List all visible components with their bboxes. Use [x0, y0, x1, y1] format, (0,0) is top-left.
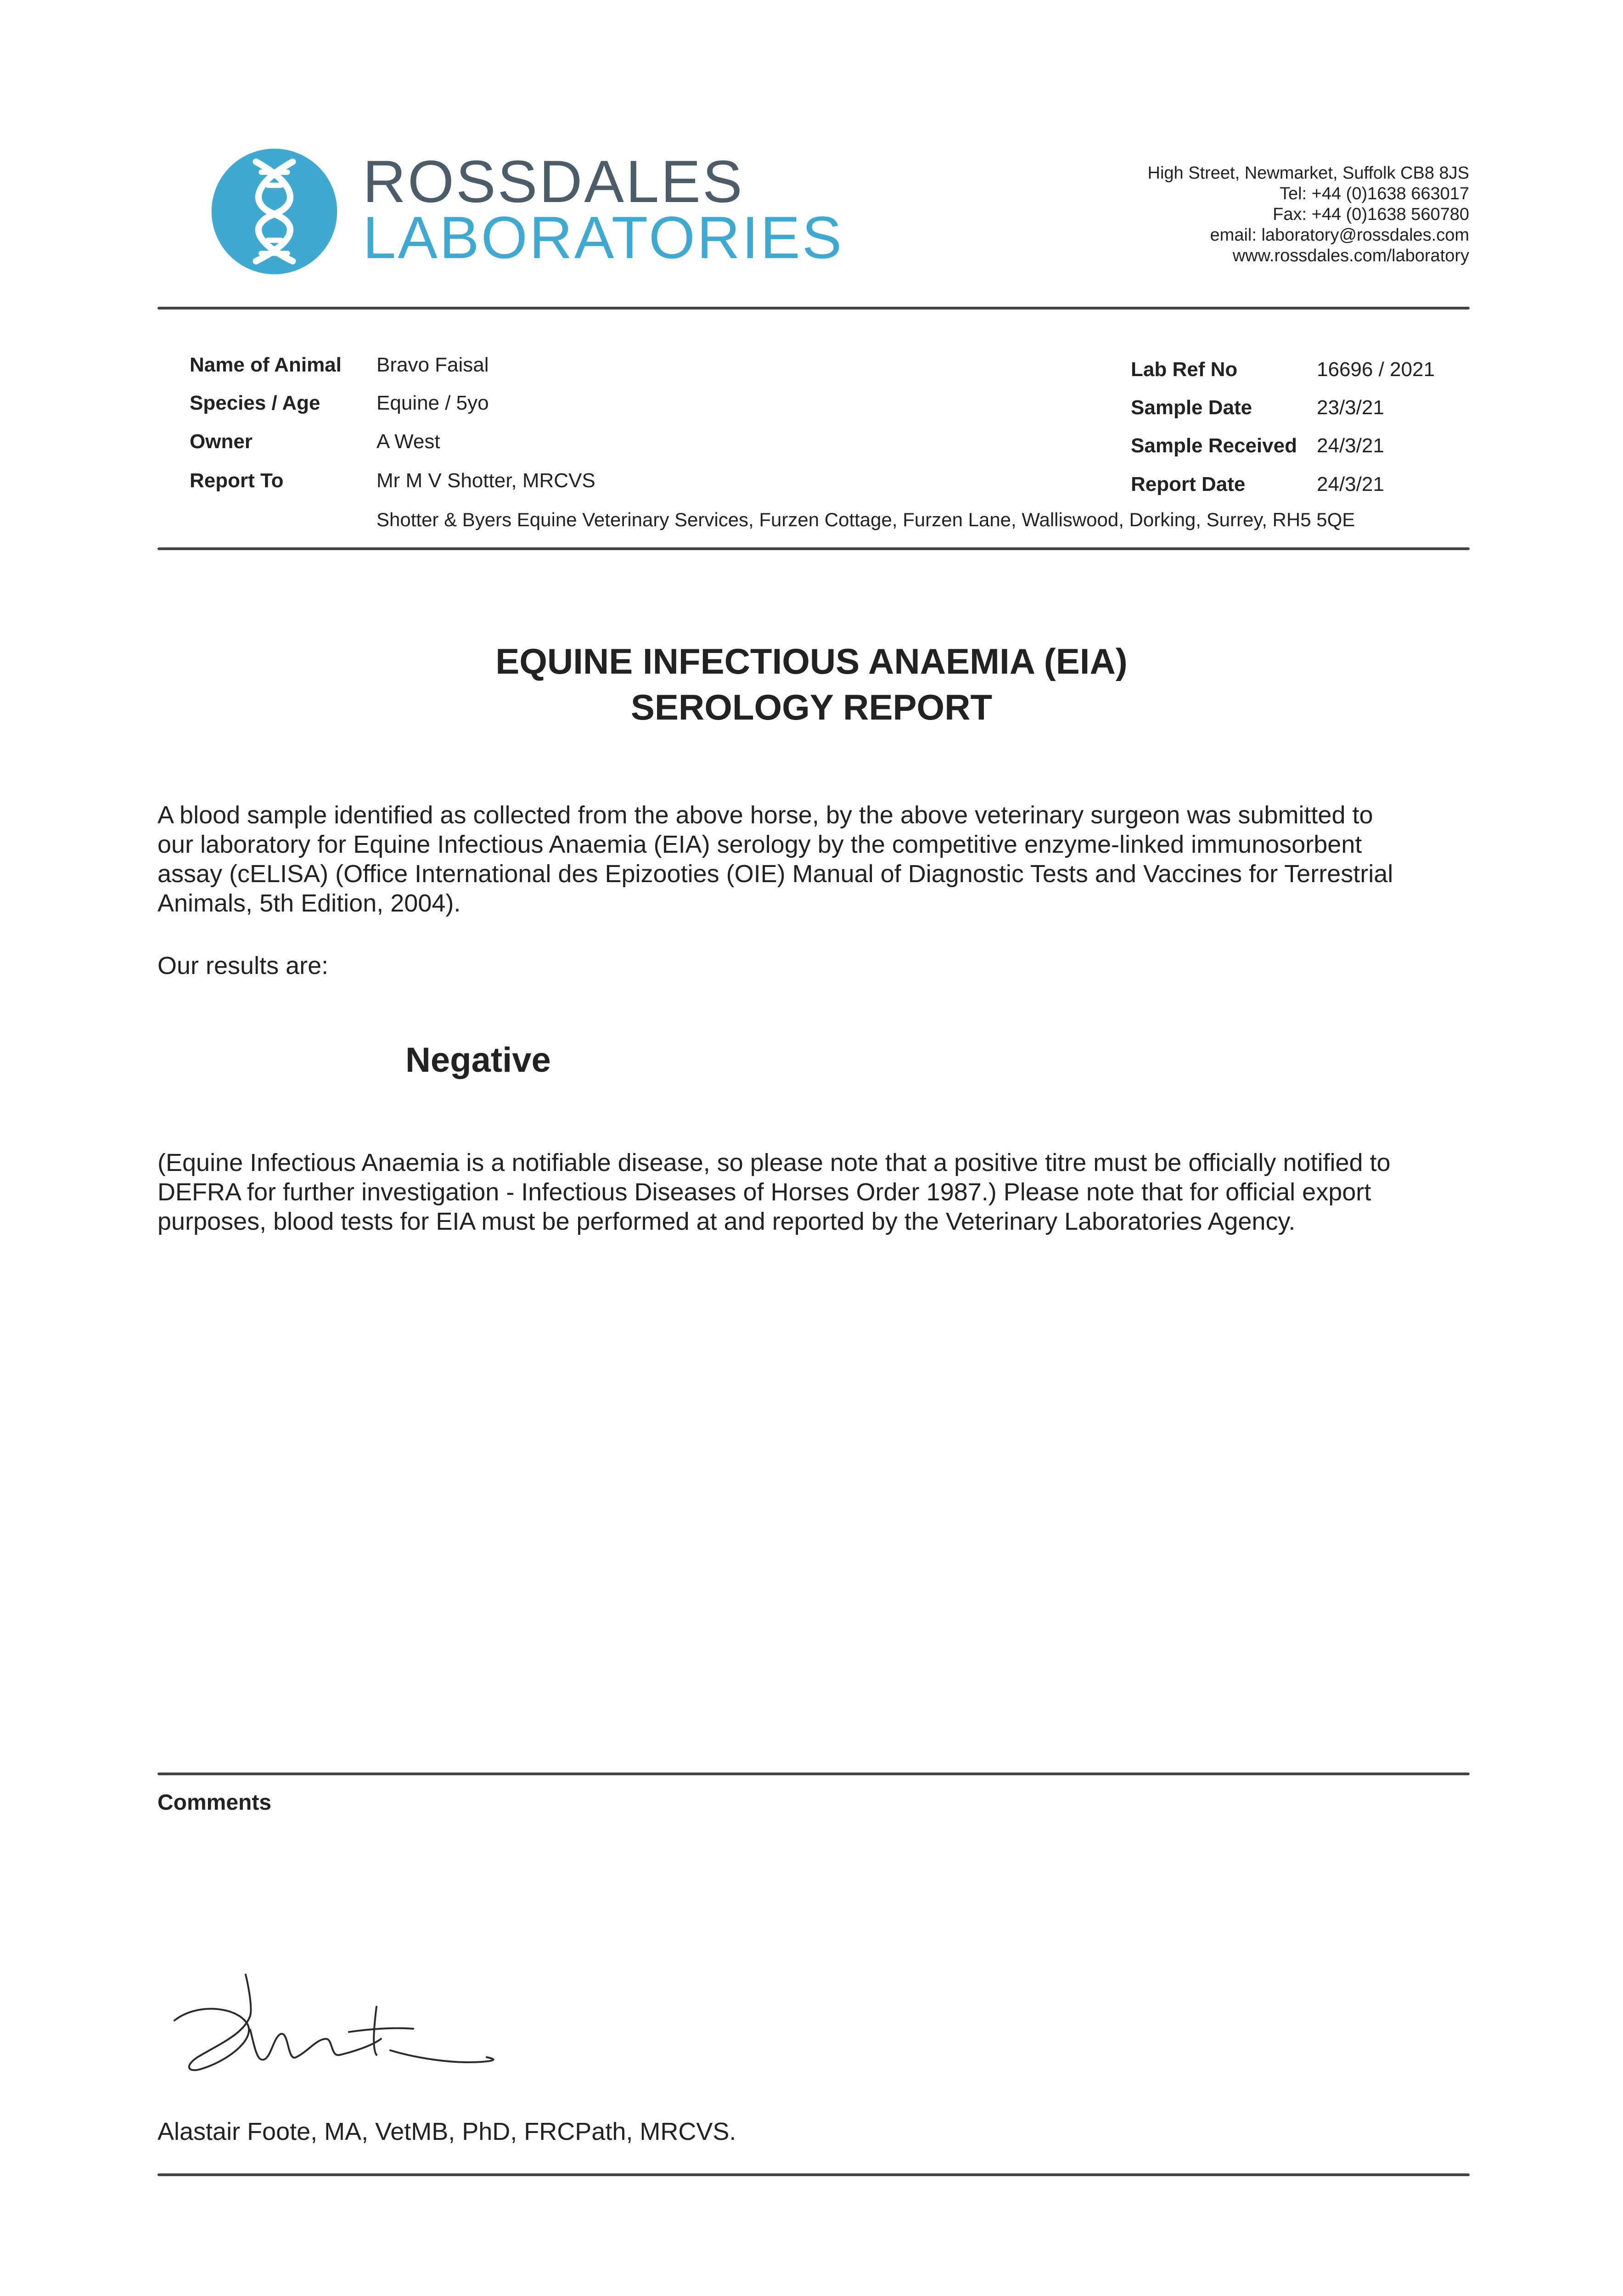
info-divider: [157, 547, 1470, 550]
intro-line: Animals, 5th Edition, 2004).: [157, 889, 461, 917]
intro-line: assay (cELISA) (Office International des Epizooties (OIE) Manual of Diagnostic Tests and Vaccines for Terrestrial: [157, 860, 1393, 888]
address-email: email: laboratory@rossdales.com: [1210, 225, 1469, 245]
report-to-label: Report To: [190, 469, 284, 492]
intro-paragraph: [157, 800, 1480, 918]
header-divider: [157, 307, 1470, 310]
report-title-line2: SEROLOGY REPORT: [630, 687, 993, 727]
sample-date-value: 23/3/21: [1317, 396, 1384, 419]
lab-address-block: [1148, 163, 1469, 266]
comments-divider: [157, 1773, 1470, 1775]
brand-name-line2: LABORATORIES: [363, 204, 844, 271]
species-value: Equine / 5yo: [376, 392, 489, 414]
owner-label: Owner: [190, 430, 253, 453]
note-paragraph: [157, 1148, 1480, 1236]
lab-ref-value: 16696 / 2021: [1317, 358, 1435, 381]
sample-date-label: Sample Date: [1131, 396, 1252, 419]
footer-divider: [157, 2173, 1470, 2176]
intro-line: A blood sample identified as collected from the above horse, by the above veterinary surgeon was submitted to: [157, 801, 1373, 829]
comments-label: Comments: [157, 1790, 272, 1815]
address-tel: Tel: +44 (0)1638 663017: [1279, 184, 1469, 203]
report-to-value: Mr M V Shotter, MRCVS: [376, 469, 595, 492]
name-value: Bravo Faisal: [376, 354, 489, 376]
result-value: Negative: [405, 1041, 551, 1080]
intro-line: our laboratory for Equine Infectious Anaemia (EIA) serology by the competitive enzyme-linked immunosorbent: [157, 831, 1362, 858]
address-website: www.rossdales.com/laboratory: [1232, 246, 1469, 265]
lab-ref-label: Lab Ref No: [1131, 358, 1238, 381]
address-fax: Fax: +44 (0)1638 560780: [1273, 205, 1469, 224]
sample-received-value: 24/3/21: [1317, 434, 1384, 457]
note-line: DEFRA for further investigation - Infectious Diseases of Horses Order 1987.) Please note that for official export: [157, 1178, 1371, 1206]
report-date-value: 24/3/21: [1317, 473, 1384, 495]
handwritten-signature: [156, 1970, 523, 2089]
owner-value: A West: [376, 430, 440, 453]
name-label: Name of Animal: [190, 354, 342, 376]
note-line: (Equine Infectious Anaemia is a notifiable disease, so please note that a positive titre must be officially notified to: [157, 1149, 1391, 1176]
species-label: Species / Age: [190, 392, 320, 414]
sample-received-label: Sample Received: [1131, 434, 1297, 457]
rossdales-logo-icon: [209, 146, 340, 277]
signatory-name: Alastair Foote, MA, VetMB, PhD, FRCPath, MRCVS.: [157, 2118, 736, 2145]
report-date-label: Report Date: [1131, 473, 1246, 495]
results-label: Our results are:: [157, 952, 329, 979]
address-street: High Street, Newmarket, Suffolk CB8 8JS: [1147, 163, 1469, 183]
brand-name-line1: ROSSDALES: [363, 148, 744, 215]
report-title-line1: EQUINE INFECTIOUS ANAEMIA (EIA): [495, 641, 1128, 681]
report-to-address: Shotter & Byers Equine Veterinary Services, Furzen Cottage, Furzen Lane, Walliswood, Dorking, Surrey, RH5 5QE: [376, 509, 1355, 530]
note-line: purposes, blood tests for EIA must be performed at and reported by the Veterinary Laboratories Agency.: [157, 1208, 1296, 1235]
